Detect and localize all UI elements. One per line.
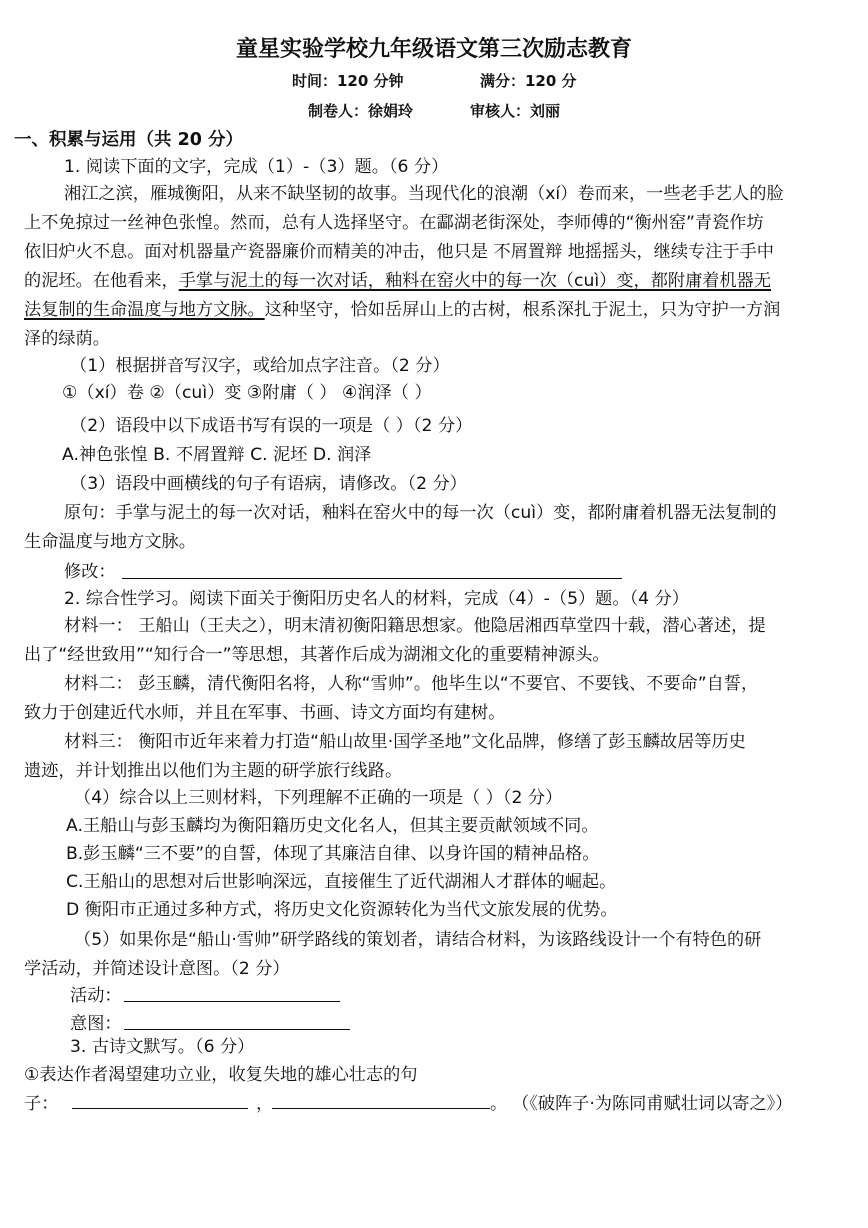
recitation-comma: ，	[256, 1094, 274, 1114]
material-line: 致力于创建近代水师，并且在军事、书画、诗文方面均有建树。	[24, 703, 506, 723]
passage-text: 的泥坯。在他看来，	[24, 271, 179, 291]
q3-item-1: ①表达作者渴望建功立业，收复失地的雄心壮志的句	[24, 1065, 418, 1085]
option-d: D 衡阳市正通过多种方式，将历史文化资源转化为当代文旅发展的优势。	[66, 900, 618, 920]
material-line: 材料三： 衡阳市近年来着力打造“船山故里·国学圣地”文化品牌，修缮了彭玉麟故居等历史	[64, 732, 746, 752]
q2-stem: 2. 综合性学习。阅读下面关于衡阳历史名人的材料，完成（4）-（5）题。（4 分）	[64, 589, 689, 609]
recitation-source: （《破阵子·为陈同甫赋壮词以寄之》）	[512, 1094, 793, 1114]
material-line: 遗迹，并计划推出以他们为主题的研学旅行线路。	[24, 761, 403, 781]
sub-question-1: （1）根据拼音写汉字，或给加点字注音。（2 分）	[70, 356, 450, 376]
exam-reviewer: 审核人：刘丽	[470, 102, 561, 120]
material-line: 材料一： 王船山（王夫之），明末清初衡阳籍思想家。他隐居湘西草堂四十载，潜心著述，提	[64, 616, 766, 636]
passage-line: 依旧炉火不息。面对机器量产瓷器廉价而精美的冲击，他只是 不屑置辩 地摇摇头，继续专注于手中	[24, 242, 774, 262]
sub-question-1-items: ①（xí）卷 ②（cuì）变 ③附庸（ ） ④润泽（ ）	[62, 383, 432, 403]
passage-line: 泽的绿荫。	[24, 329, 110, 349]
option-b: B.彭玉麟“三不要”的自誓，体现了其廉洁自律、以身许国的精神品格。	[66, 844, 600, 864]
recitation-period: 。	[490, 1094, 508, 1114]
option-a: A.王船山与彭玉麟均为衡阳籍历史文化名人，但其主要贡献领域不同。	[66, 816, 599, 836]
passage-line	[24, 269, 771, 293]
passage-line: 湘江之滨，雁城衡阳，从来不缺坚韧的故事。当现代化的浪潮（xí）卷而来，一些老手艺人的脸	[64, 184, 784, 204]
recitation-blank-1[interactable]	[72, 1108, 248, 1109]
sub-question-3: （3）语段中画横线的句子有语病，请修改。（2 分）	[70, 474, 467, 494]
material-line: 材料二： 彭玉麟，清代衡阳名将，人称“雪帅”。他毕生以“不要官、不要钱、不要命”自誓，	[64, 674, 759, 694]
passage-line	[24, 298, 780, 322]
recitation-blank-2[interactable]	[272, 1108, 490, 1109]
underlined-sentence: 手掌与泥土的每一次对话，釉料在窑火中的每一次（cuì）变，都附庸着机器无	[178, 271, 772, 291]
intent-label: 意图：	[70, 1014, 122, 1034]
fix-answer-line[interactable]	[122, 578, 622, 579]
activity-answer-line[interactable]	[124, 1001, 340, 1002]
intent-answer-line[interactable]	[124, 1029, 350, 1030]
section-heading: 一、积累与运用（共 20 分）	[14, 130, 244, 150]
material-line: 出了“经世致用”“知行合一”等思想，其著作后成为湖湘文化的重要精神源头。	[24, 645, 610, 665]
sub-question-5: 学活动，并简述设计意图。（2 分）	[24, 959, 290, 979]
exam-time: 时间：120 分钟	[292, 72, 404, 90]
sub-question-5: （5）如果你是“船山·雪帅”研学路线的策划者，请结合材料，为该路线设计一个有特色的研	[74, 930, 762, 950]
original-sentence: 原句：手掌与泥土的每一次对话，釉料在窑火中的每一次（cuì）变，都附庸着机器无法复制的	[64, 503, 777, 523]
q3-item-1-prefix: 子：	[24, 1094, 59, 1114]
fix-label: 修改：	[64, 562, 116, 582]
activity-label: 活动：	[70, 986, 122, 1006]
original-sentence: 生命温度与地方文脉。	[24, 532, 196, 552]
passage-text: 这种坚守，恰如岳屏山上的古树，根系深扎于泥土，只为守护一方润	[264, 300, 781, 320]
exam-author: 制卷人：徐娟玲	[308, 102, 414, 120]
q1-stem: 1. 阅读下面的文字，完成（1）-（3）题。（6 分）	[64, 157, 449, 177]
q3-stem: 3. 古诗文默写。（6 分）	[70, 1037, 255, 1057]
sub-question-4: （4）综合以上三则材料，下列理解不正确的一项是（ ）（2 分）	[74, 788, 563, 808]
underlined-sentence: 法复制的生命温度与地方文脉。	[24, 300, 265, 320]
sub-question-2: （2）语段中以下成语书写有误的一项是（ ）（2 分）	[70, 416, 473, 436]
option-c: C.王船山的思想对后世影响深远，直接催生了近代湖湘人才群体的崛起。	[66, 872, 617, 892]
passage-line: 上不免掠过一丝神色张惶。然而，总有人选择坚守。在酃湖老街深处，李师傅的“衡州窑”青瓷作坊	[24, 213, 764, 233]
exam-score: 满分：120 分	[480, 72, 577, 90]
sub-question-2-options: A.神色张惶 B. 不屑置辩 C. 泥坯 D. 润泽	[62, 445, 372, 465]
exam-title: 童星实验学校九年级语文第三次励志教育	[235, 37, 632, 62]
